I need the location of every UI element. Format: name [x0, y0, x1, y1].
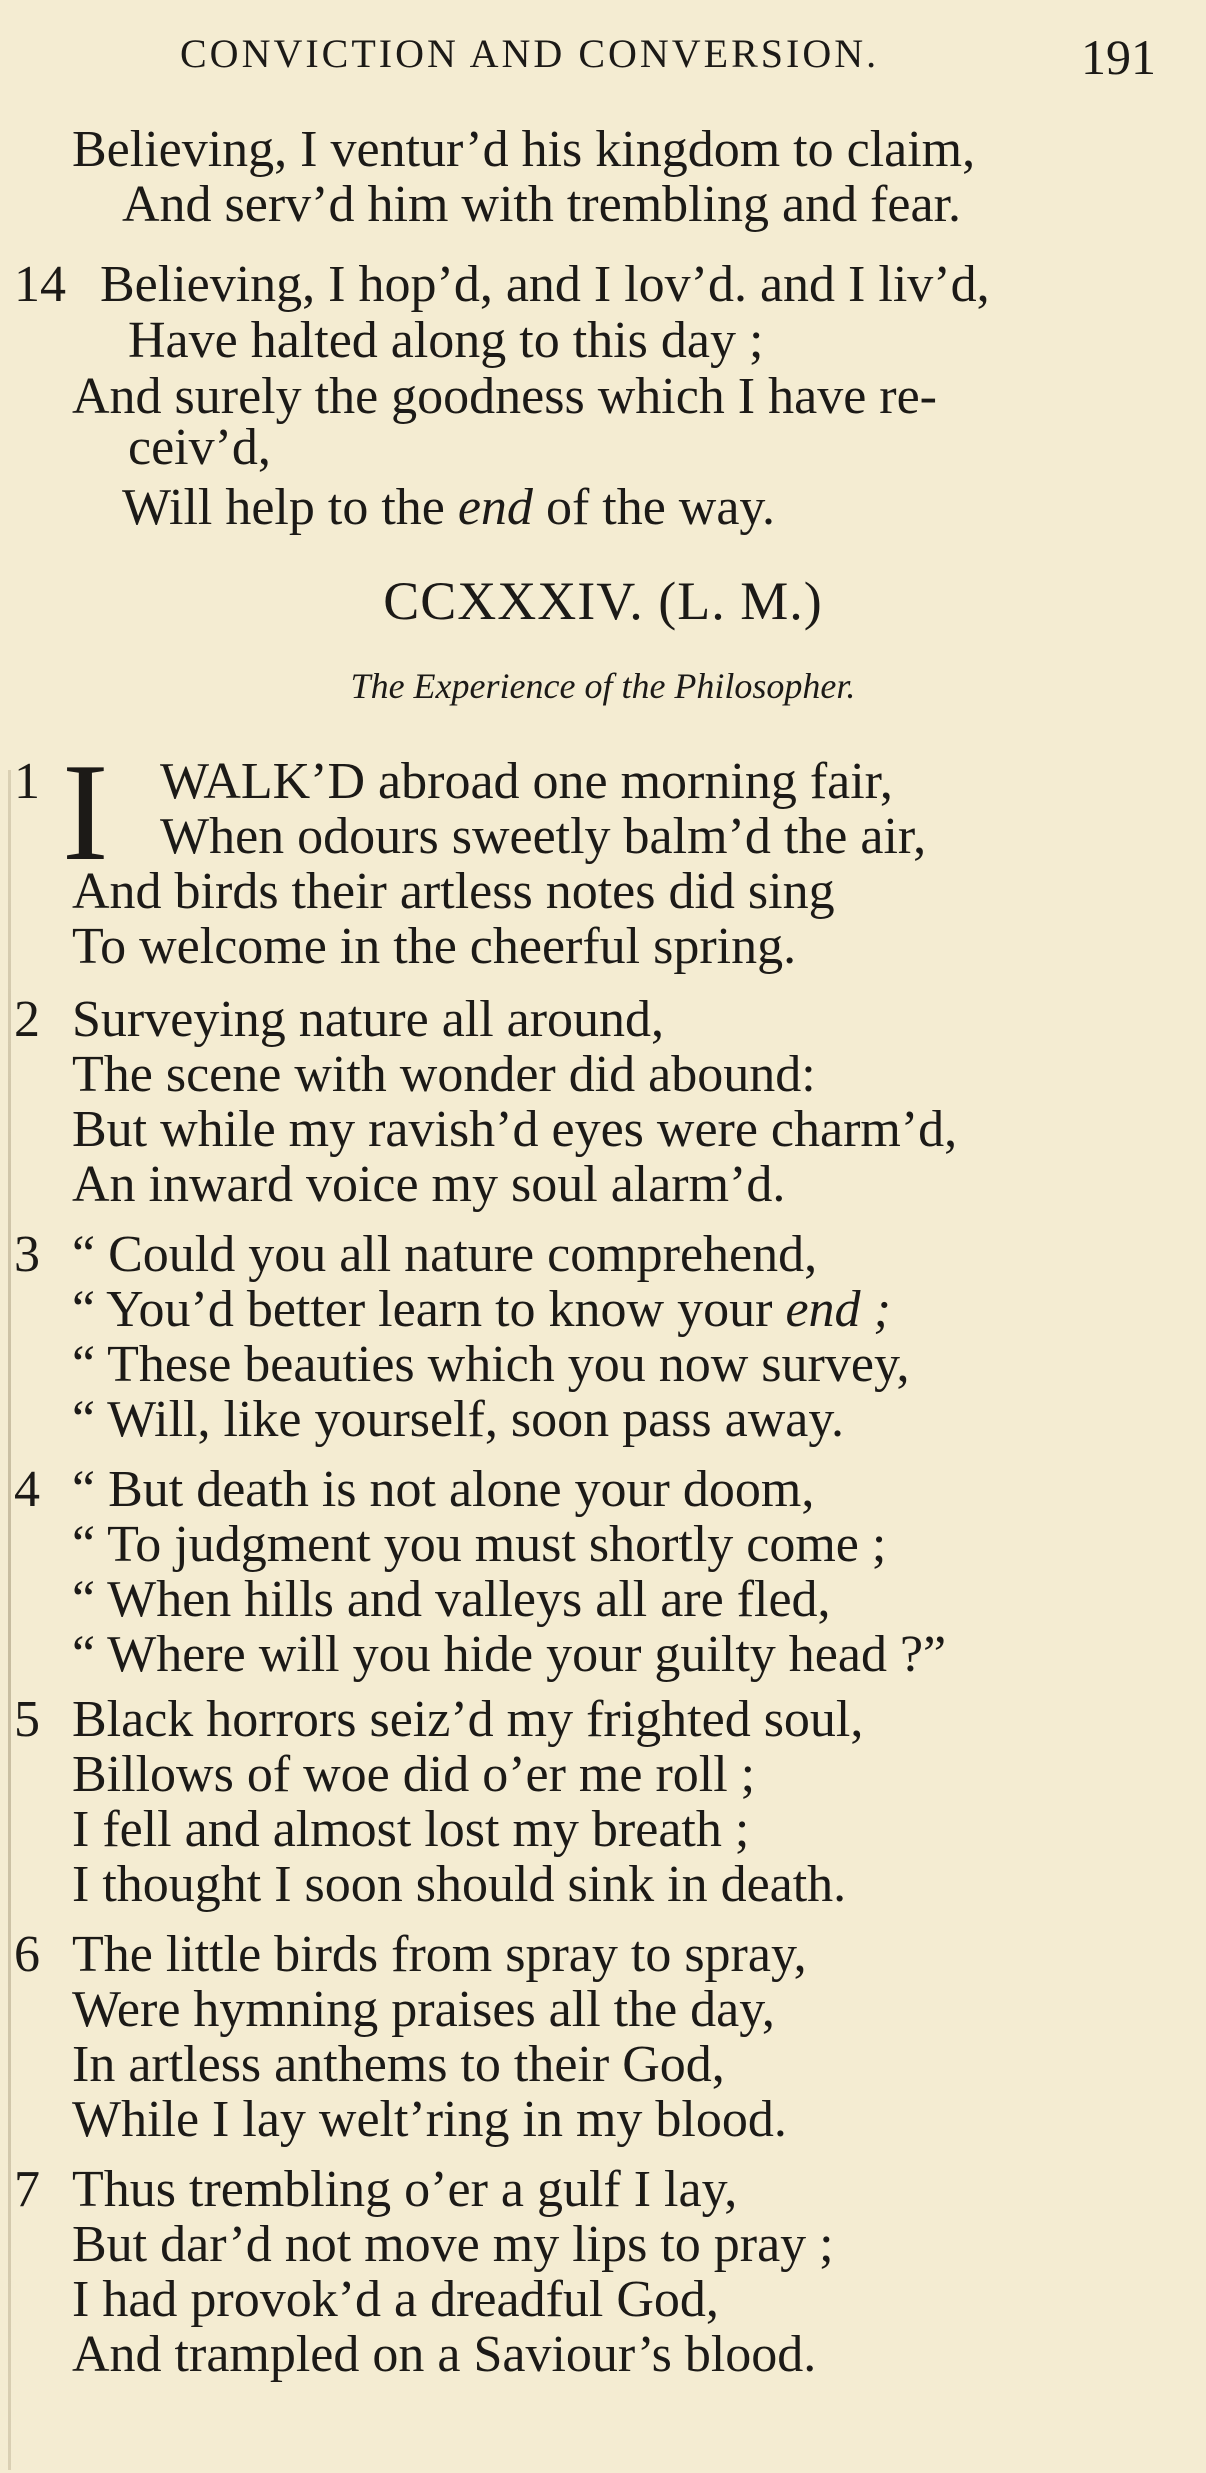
- verse-line: Surveying nature all around,: [72, 991, 665, 1048]
- verse-line: Believing, I hop’d, and I lov’d. and I liv’d,: [100, 256, 990, 313]
- verse-text: “ You’d better learn to know your: [72, 1281, 786, 1338]
- verse-line: Black horrors seiz’d my frighted soul,: [72, 1691, 864, 1748]
- verse-line: ceiv’d,: [128, 419, 271, 476]
- verse-line: “ Could you all nature comprehend,: [72, 1226, 818, 1283]
- emphasis-text: end ;: [785, 1281, 891, 1338]
- verse-line: And surely the goodness which I have re-: [72, 368, 937, 425]
- verse-line: WALK’D abroad one morning fair,: [160, 753, 893, 810]
- verse-line: The scene with wonder did abound:: [72, 1046, 816, 1103]
- stanza-number: 6: [14, 1926, 40, 1983]
- page-number: 191: [1081, 29, 1156, 85]
- stanza-number: 1: [14, 753, 40, 810]
- verse-line: “ But death is not alone your doom,: [72, 1461, 815, 1518]
- verse-line: “ Will, like yourself, soon pass away.: [72, 1391, 844, 1448]
- verse-line: And serv’d him with trembling and fear.: [122, 176, 962, 233]
- stanza-number: 7: [14, 2161, 40, 2218]
- verse-line: To welcome in the cheerful spring.: [72, 918, 797, 975]
- verse-line: But dar’d not move my lips to pray ;: [72, 2216, 834, 2273]
- verse-line: The little birds from spray to spray,: [72, 1926, 807, 1983]
- verse-line: An inward voice my soul alarm’d.: [72, 1156, 786, 1213]
- stanza-number: 5: [14, 1691, 40, 1748]
- stanza-number: 14: [14, 256, 66, 313]
- stanza-number: 4: [14, 1461, 40, 1518]
- hymn-title: CCXXXIV. (L. M.): [383, 571, 823, 631]
- verse-line: Thus trembling o’er a gulf I lay,: [72, 2161, 738, 2218]
- verse-line: Billows of woe did o’er me roll ;: [72, 1746, 756, 1803]
- verse-line: I thought I soon should sink in death.: [72, 1856, 847, 1913]
- verse-line: “ When hills and valleys all are fled,: [72, 1571, 831, 1628]
- verse-line: [122, 478, 775, 538]
- verse-line: I fell and almost lost my breath ;: [72, 1801, 750, 1858]
- hymn-subtitle: The Experience of the Philosopher.: [350, 666, 856, 706]
- drop-cap: I: [62, 735, 109, 890]
- verse-line: Have halted along to this day ;: [128, 312, 764, 369]
- verse-line: Believing, I ventur’d his kingdom to claim,: [72, 121, 976, 178]
- verse-line: When odours sweetly balm’d the air,: [160, 808, 927, 865]
- stanza-number: 3: [14, 1226, 40, 1283]
- verse-text: of the way.: [532, 479, 776, 536]
- verse-line: And trampled on a Saviour’s blood.: [72, 2326, 817, 2383]
- verse-line: But while my ravish’d eyes were charm’d,: [72, 1101, 958, 1158]
- verse-text: Will help to the: [122, 479, 458, 536]
- verse-line: In artless anthems to their God,: [72, 2036, 725, 2093]
- verse-line: “ Where will you hide your guilty head ?”: [72, 1626, 947, 1683]
- emphasis-text: end: [457, 479, 533, 536]
- verse-line: I had provok’d a dreadful God,: [72, 2271, 719, 2328]
- verse-line: And birds their artless notes did sing: [72, 863, 835, 920]
- running-head: CONVICTION AND CONVERSION.: [180, 31, 880, 76]
- verse-line: Were hymning praises all the day,: [72, 1981, 775, 2038]
- verse-line: “ To judgment you must shortly come ;: [72, 1516, 887, 1573]
- stanza-number: 2: [14, 991, 40, 1048]
- verse-line: While I lay welt’ring in my blood.: [72, 2091, 787, 2148]
- verse-line: [72, 1280, 891, 1340]
- verse-line: “ These beauties which you now survey,: [72, 1336, 910, 1393]
- margin-shadow: [8, 770, 11, 2470]
